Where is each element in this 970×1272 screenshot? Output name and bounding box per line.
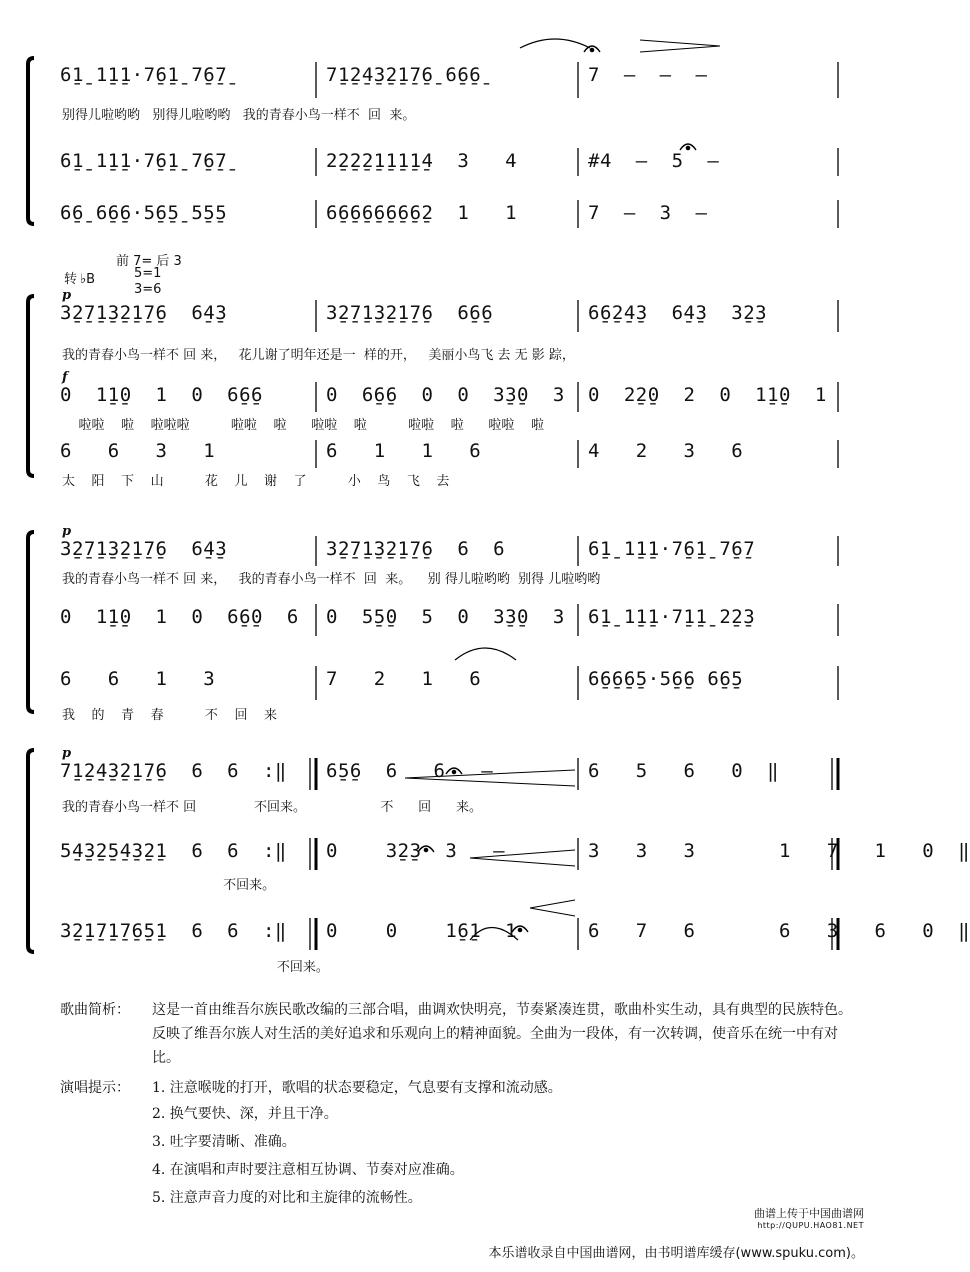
dynamic-mark: p	[62, 524, 72, 539]
system-bracket	[28, 750, 34, 952]
measure-notes: 6 7 6 6 3 6 0 ‖	[588, 920, 970, 942]
tip-item: 4. 在演唱和声时要注意相互协调、节奏对应准确。	[152, 1162, 464, 1178]
measure-notes: 3̱2̱7̱1̱3̱2̱1̱7̱6 6̱4̱3	[60, 302, 228, 324]
measure-notes: 0 5̱5̱0 5 0 3̱3̱0 3	[326, 606, 565, 628]
notes-block	[60, 998, 860, 1212]
measure-notes: 0 1̱1̱0 1 0 6̱6̱6	[60, 384, 263, 406]
measure-notes: 6̱1̱ 1̱1̱1·7̱6̱1̱ 7̱6̱7̱	[60, 64, 228, 86]
lyric-line: 不回来。	[62, 878, 276, 893]
measure-notes: 0 0 1̱6̱1 1	[326, 920, 518, 942]
key-change-map: 5=1	[134, 266, 162, 281]
measure-notes: 3̱2̱7̱1̱3̱2̱1̱7̱6 6 6	[326, 538, 506, 560]
system-bracket	[28, 532, 34, 712]
measure-notes: 6̱6̱ 6̱6̱6·5̱6̱5̱ 5̱5̱5	[60, 202, 228, 224]
measure-notes: 6̱6̱2̱4̱3 6̱4̱3 3̱2̱3	[588, 302, 768, 324]
measure-notes: 6̱6̱6̱6̱6̱6̱6̱6̱2 1 1	[326, 202, 518, 224]
measure-notes: 3 3 3 1 7 1 0 ‖	[588, 840, 970, 862]
key-change-map: 3=6	[134, 282, 162, 297]
key-change-label: 转	[64, 272, 78, 287]
measure-notes: #4 – 5 –	[588, 150, 720, 172]
measure-notes: 6̱6̱6̱6̱5·5̱6̱6 6̱6̱5	[588, 668, 744, 690]
measure-notes: 6̱1̱ 1̱1̱1·7̱6̱1̱ 7̱6̱7̱	[60, 150, 228, 172]
measure-notes: 7 – 3 –	[588, 202, 708, 224]
measure-notes: 2̱2̱2̱2̱1̱1̱1̱1̱4 3 4	[326, 150, 518, 172]
measure-notes: 6̱1̱ 1̱1̱1·7̱1̱1̱ 2̱2̱3	[588, 606, 756, 628]
lyric-line: 我的青春小鸟一样不 回 来， 我的青春小鸟一样不 回 来。 别 得儿啦哟哟 别得 儿啦哟哟	[62, 572, 601, 587]
analysis-text: 这是一首由维吾尔族民歌改编的三部合唱，曲调欢快明亮，节奏紧凑连贯，歌曲朴实生动，具有典型的民族特色。反映了维吾尔族人对生活的美好追求和乐观向上的精神面貌。全曲为一段体，有一次转调，使音乐在统一中有对比。	[152, 1002, 852, 1066]
lyric-line: 不回来。	[62, 960, 329, 975]
upload-credit-text: 曲谱上传于中国曲谱网	[754, 1207, 864, 1220]
analysis-label: 歌曲简析：	[60, 1002, 130, 1018]
tips-label: 演唱提示：	[60, 1080, 130, 1096]
measure-notes: 6̱5̱6 6 6 –	[326, 760, 494, 782]
system-bracket	[28, 296, 34, 476]
key-change-key: ♭B	[80, 272, 96, 287]
tips	[60, 1076, 860, 1100]
upload-credit	[754, 1205, 864, 1230]
measure-notes: 3̱2̱7̱1̱3̱2̱1̱7̱6 6̱4̱3	[60, 538, 228, 560]
measure-notes: 3̱2̱1̱7̱1̱7̱6̱5̱1 6 6 :‖	[60, 920, 287, 942]
measure-notes: 6 6 3 1	[60, 440, 216, 462]
lyric-line: 别得儿啦哟哟 别得儿啦哟哟 我的青春小鸟一样不 回 来。	[62, 108, 416, 123]
measure-notes: 0 2̱2̱0 2 0 1̱1̱0 1	[588, 384, 827, 406]
footer-credit: 本乐谱收录自中国曲谱网，由书明谱库缓存(www.spuku.com)。	[488, 1246, 864, 1261]
measure-notes: 0 1̱1̱0 1 0 6̱6̱0 6	[60, 606, 299, 628]
system-bracket	[28, 58, 34, 224]
lyric-line: 啦啦 啦 啦啦啦 啦啦 啦 啦啦 啦 啦啦 啦 啦啦 啦	[62, 418, 544, 433]
upload-credit-url: http://QUPU.HAO81.NET	[757, 1221, 864, 1230]
dynamic-mark: p	[62, 288, 72, 303]
lyric-line: 我的青春小鸟一样不 回 来， 花儿谢了明年还是一 样的开， 美丽小鸟飞 去 无 影 踪，	[62, 348, 575, 363]
lyric-line: 我的青春小鸟一样不 回 不回来。 不 回 来。	[62, 800, 482, 815]
lyric-line: 太 阳 下 山 花 儿 谢 了 小 鸟 飞 去	[62, 474, 450, 489]
measure-notes: 0 6̱6̱6 0 0 3̱3̱0 3	[326, 384, 565, 406]
tip-item: 2. 换气要快、深，并且干净。	[152, 1106, 338, 1122]
dynamic-mark: f	[62, 370, 68, 385]
analysis	[60, 998, 860, 1070]
measure-notes: 6 6 1 3	[60, 668, 216, 690]
measure-notes: 0 3̱2̱3 3 –	[326, 840, 506, 862]
measure-notes: 5̱4̱3̱2̱5̱4̱3̱2̱1 6 6 :‖	[60, 840, 287, 862]
lyric-line: 我 的 青 春 不 回 来	[62, 708, 277, 723]
measure-notes: 7 2 1 6	[326, 668, 482, 690]
measure-notes: 6̱1̱ 1̱1̱1·7̱6̱1̱ 7̱6̱7	[588, 538, 756, 560]
dynamic-mark: p	[62, 746, 72, 761]
tip-item: 3. 吐字要清晰、准确。	[152, 1134, 296, 1150]
measure-notes: 7 – – –	[588, 64, 708, 86]
tip-item: 5. 注意声音力度的对比和主旋律的流畅性。	[152, 1190, 422, 1206]
measure-notes: 7̱1̱2̱4̱3̱2̱1̱7̱6 6 6 :‖	[60, 760, 287, 782]
measure-notes: 3̱2̱7̱1̱3̱2̱1̱7̱6 6̱6̱6	[326, 302, 494, 324]
measure-notes: 4 2 3 6	[588, 440, 744, 462]
key-change-map: 前 7= 后 3	[116, 254, 182, 269]
tip-item: 1. 注意喉咙的打开，歌唱的状态要稳定，气息要有支撑和流动感。	[152, 1080, 562, 1096]
measure-notes: 6 5 6 0 ‖	[588, 760, 780, 782]
measure-notes: 6 1 1 6	[326, 440, 482, 462]
measure-notes: 7̱1̱2̱4̱3̱2̱1̱7̱6̱ 6̱6̱6̱	[326, 64, 482, 86]
